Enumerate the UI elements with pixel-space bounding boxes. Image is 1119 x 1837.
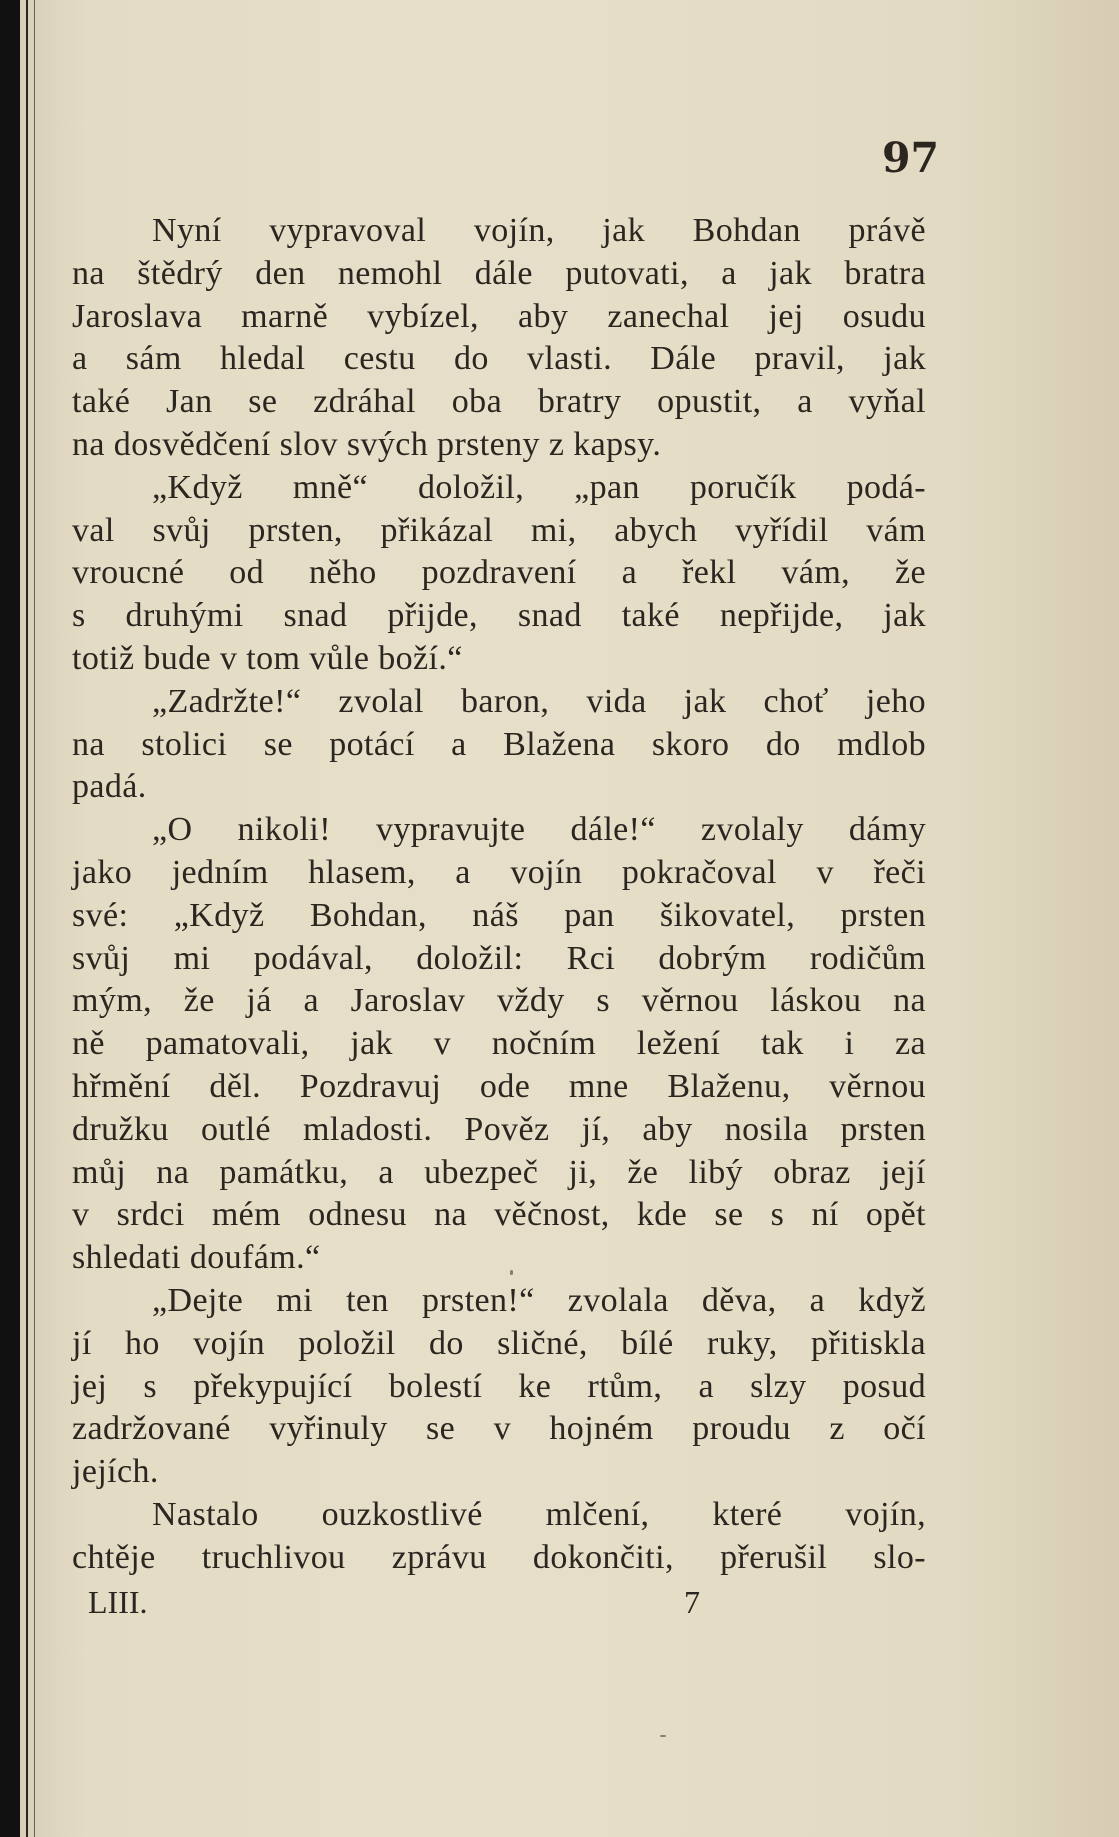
text-line: vroucné od něho pozdravení a řekl vám, že bbox=[72, 554, 926, 592]
signature-mark: LIII. bbox=[88, 1584, 148, 1620]
text-line: zadržované vyřinuly se v hojném proudu z očí bbox=[72, 1410, 926, 1448]
text-line: ně pamatovali, jak v nočním ležení tak i za bbox=[72, 1025, 926, 1063]
text-line: mým, že já a Jaroslav vždy s věrnou láskou na bbox=[72, 982, 926, 1020]
text-line: na štědrý den nemohl dále putovati, a jak bratra bbox=[72, 254, 926, 292]
gutter-shadow-line bbox=[34, 0, 35, 1837]
text-line: Nyní vypravoval vojín, jak Bohdan právě bbox=[152, 212, 926, 249]
text-line: a sám hledal cestu do vlasti. Dále pravil, jak bbox=[72, 340, 926, 378]
text-line: jej s překypující bolestí ke rtům, a slzy posud bbox=[72, 1367, 926, 1405]
text-line: Jaroslava marně vybízel, aby zanechal jej osudu bbox=[72, 297, 926, 335]
text-line: na stolici se potácí a Blažena skoro do mdlob bbox=[72, 725, 926, 763]
text-line: na dosvědčení slov svých prsteny z kapsy. bbox=[72, 425, 662, 463]
text-line: s druhými snad přijde, snad také nepřijde, jak bbox=[72, 597, 926, 635]
text-line: „Dejte mi ten prsten!“ zvolala děva, a když bbox=[152, 1281, 926, 1319]
text-line: jí ho vojín položil do sličné, bílé ruky, přitiskla bbox=[72, 1324, 926, 1362]
paper-speck bbox=[510, 1270, 513, 1275]
body-text bbox=[72, 210, 926, 1580]
book-page bbox=[20, 0, 1119, 1837]
text-line: jejích. bbox=[72, 1453, 159, 1491]
text-line: svůj mi podával, doložil: Rci dobrým rodičům bbox=[72, 939, 926, 977]
paper-speck bbox=[660, 1735, 666, 1737]
text-line: „Když mně“ doložil, „pan poručík podá- bbox=[152, 468, 926, 506]
signature-number: 7 bbox=[684, 1584, 700, 1620]
text-line: „O nikoli! vypravujte dále!“ zvolaly dámy bbox=[152, 811, 926, 849]
text-line: své: „Když Bohdan, náš pan šikovatel, prsten bbox=[72, 896, 926, 934]
text-line: jako jedním hlasem, a vojín pokračoval v řeči bbox=[72, 853, 926, 891]
text-line: „Zadržte!“ zvolal baron, vida jak choť jeho bbox=[152, 682, 926, 720]
text-line: hřmění děl. Pozdravuj ode mne Blaženu, věrnou bbox=[72, 1067, 926, 1105]
text-line: také Jan se zdráhal oba bratry opustit, a vyňal bbox=[72, 383, 926, 421]
text-line: můj na památku, a ubezpeč ji, že libý obraz její bbox=[72, 1153, 926, 1191]
text-line: v srdci mém odnesu na věčnost, kde se s ní opět bbox=[72, 1196, 926, 1234]
text-line: shledati doufám.“ bbox=[72, 1239, 321, 1277]
text-line: chtěje truchlivou zprávu dokončiti, přerušil slo- bbox=[72, 1538, 926, 1576]
text-line: totiž bude v tom vůle boží.“ bbox=[72, 639, 463, 677]
text-line: padá. bbox=[72, 768, 147, 806]
text-line: družku outlé mladosti. Pověz jí, aby nosila prsten bbox=[72, 1110, 926, 1148]
page-number: 97 bbox=[882, 134, 940, 182]
text-line: Nastalo ouzkostlivé mlčení, které vojín, bbox=[152, 1495, 926, 1533]
gutter-edge-line bbox=[26, 0, 28, 1837]
text-line: val svůj prsten, přikázal mi, abych vyřídil vám bbox=[72, 511, 926, 549]
